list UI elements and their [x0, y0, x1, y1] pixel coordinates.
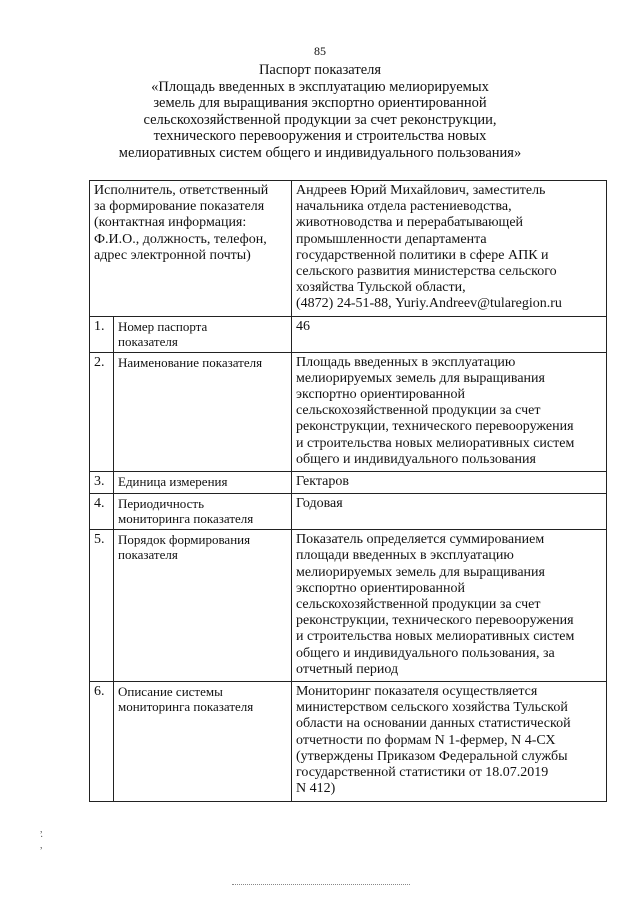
indicator-passport-table	[89, 180, 607, 802]
row-value: Площадь введенных в эксплуатацию мелиорируемых земель для выращивания экспортно ориентированной сельскохозяйственной продукции за счет реконструкции, технического перевооружения и строительства новых мелиоративных систем общего и индивидуального пользования	[296, 354, 575, 467]
row-label-cell	[114, 352, 292, 471]
row-value: 46	[296, 318, 311, 334]
row-label-cell	[114, 682, 292, 801]
table-row	[90, 472, 607, 494]
row-label-cell	[114, 530, 292, 682]
title-line: сельскохозяйственной продукции за счет реконструкции,	[143, 111, 497, 128]
row-label-cell	[114, 472, 292, 494]
row-label: Периодичность мониторинга показателя	[118, 496, 254, 527]
executor-value: Андреев Юрий Михайлович, заместитель начальника отдела растениеводства, животноводства и перерабатывающей промышленности департамента государственной политики в сфере АПК и сельского развития министерства сельского хозяйства Тульской области, (4872) 24-51-88, Yuriy.Andreev@tularegion.ru	[296, 183, 562, 312]
title-line: Паспорт показателя	[258, 62, 382, 78]
table-row	[90, 682, 607, 801]
executor-label: Исполнитель, ответственный за формирование показателя (контактная информация: Ф.И.О., должность, телефон, адрес электронной почты)	[94, 183, 269, 263]
row-value-cell	[292, 316, 607, 352]
row-number: 4.	[90, 494, 114, 530]
footer-dotted-line	[232, 884, 410, 885]
title-line: «Площадь введенных в эксплуатацию мелиорируемых	[151, 78, 489, 95]
title-line: земель для выращивания экспортно ориентированной	[153, 95, 487, 112]
row-value-cell	[292, 530, 607, 682]
table-row	[90, 494, 607, 530]
row-value-cell	[292, 682, 607, 801]
row-label-cell	[114, 316, 292, 352]
title-line: технического перевооружения и строительства новых	[153, 128, 487, 145]
row-label: Наименование показателя	[118, 354, 263, 370]
row-value-cell	[292, 352, 607, 471]
row-label: Единица измерения	[118, 474, 228, 490]
scan-margin-marks: , · ,	[40, 824, 44, 851]
row-label: Номер паспорта показателя	[118, 318, 208, 349]
row-label: Описание системы мониторинга показателя	[118, 684, 254, 715]
row-number: 5.	[90, 530, 114, 682]
executor-value-cell	[292, 181, 607, 317]
row-value-cell	[292, 472, 607, 494]
table-row	[90, 316, 607, 352]
row-number: 3.	[90, 472, 114, 494]
title-line: мелиоративных систем общего и индивидуального пользования»	[118, 144, 522, 161]
row-value: Годовая	[296, 496, 343, 512]
page-number: 85	[314, 44, 326, 58]
row-label-cell	[114, 494, 292, 530]
document-title	[80, 62, 560, 162]
table-row-executor	[90, 181, 607, 317]
row-value-cell	[292, 494, 607, 530]
table-row	[90, 352, 607, 471]
row-number: 2.	[90, 352, 114, 471]
row-value: Показатель определяется суммированием площади введенных в эксплуатацию мелиорируемых земель для выращивания экспортно ориентированной сельскохозяйственной продукции за счет реконструкции, технического перевооружения и строительства новых мелиоративных систем общего и индивидуального пользования, за отчетный период	[296, 532, 575, 677]
row-number: 1.	[90, 316, 114, 352]
table-row	[90, 530, 607, 682]
executor-label-cell	[90, 181, 292, 317]
row-value: Мониторинг показателя осуществляется министерством сельского хозяйства Тульской области на основании данных статистической отчетности по формам N 1-фермер, N 4-СХ (утверждены Приказом Федеральной службы государственной статистики от 18.07.2019 N 412)	[296, 684, 571, 797]
row-label: Порядок формирования показателя	[118, 532, 251, 563]
row-number: 6.	[90, 682, 114, 801]
row-value: Гектаров	[296, 474, 349, 490]
